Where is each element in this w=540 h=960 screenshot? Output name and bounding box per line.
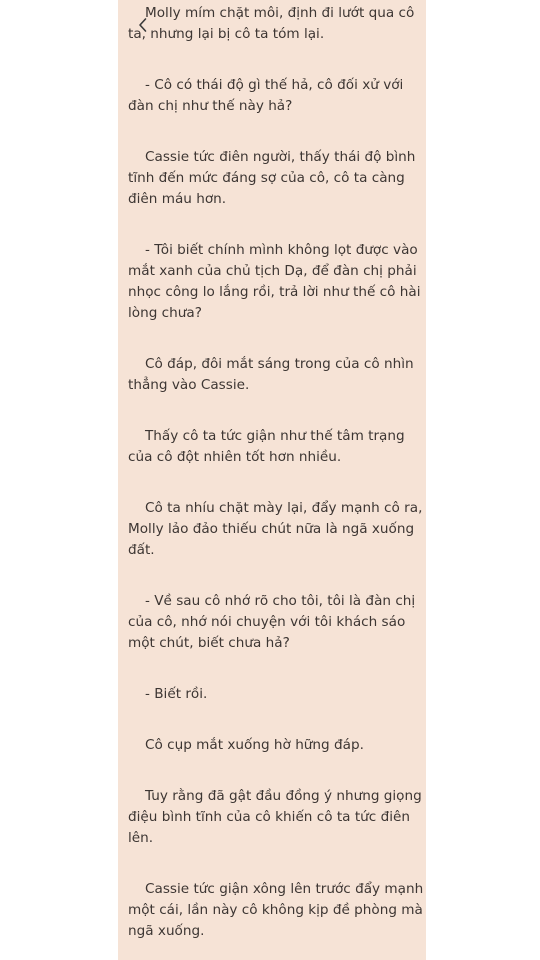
paragraph: - Biết rồi. [145, 686, 208, 702]
paragraph: - Cô có thái độ gì thế hả, cô đối xử với đàn chị như thế này hả? [128, 77, 404, 114]
paragraph: Cassie tức giận xông lên trước đẩy mạnh một cái, lần này cô không kịp đề phòng mà ngã xuống. [128, 881, 424, 939]
paragraph: Cassie tức điên người, thấy thái độ bình tĩnh đến mức đáng sợ của cô, cô ta càng điên máu hơn. [128, 149, 416, 207]
reader-panel[interactable] [118, 0, 426, 960]
back-button[interactable] [130, 12, 156, 38]
paragraph: Molly mím chặt môi, định đi lướt qua cô ta, nhưng lại bị cô ta tóm lại. [128, 5, 415, 42]
paragraph: Tuy rằng đã gật đầu đồng ý nhưng giọng điệu bình tĩnh của cô khiến cô ta tức điên lên. [128, 788, 422, 846]
paragraph: Thấy cô ta tức giận như thế tâm trạng của cô đột nhiên tốt hơn nhiều. [128, 428, 405, 465]
paragraph: Cô ta nhíu chặt mày lại, đẩy mạnh cô ra, Molly lảo đảo thiếu chút nữa là ngã xuống đất. [128, 500, 423, 558]
chevron-left-icon [137, 17, 149, 33]
paragraph: Cô cụp mắt xuống hờ hững đáp. [145, 737, 364, 753]
story-text [128, 0, 424, 960]
paragraph: - Tôi biết chính mình không lọt được vào mắt xanh của chủ tịch Dạ, để đàn chị phải nhọc công lo lắng rồi, trả lời như thế cô hài lòng chưa? [128, 242, 421, 321]
paragraph: Cô đáp, đôi mắt sáng trong của cô nhìn thẳng vào Cassie. [128, 356, 414, 393]
paragraph: - Về sau cô nhớ rõ cho tôi, tôi là đàn chị của cô, nhớ nói chuyện với tôi khách sáo một chút, biết chưa hả? [128, 593, 416, 651]
